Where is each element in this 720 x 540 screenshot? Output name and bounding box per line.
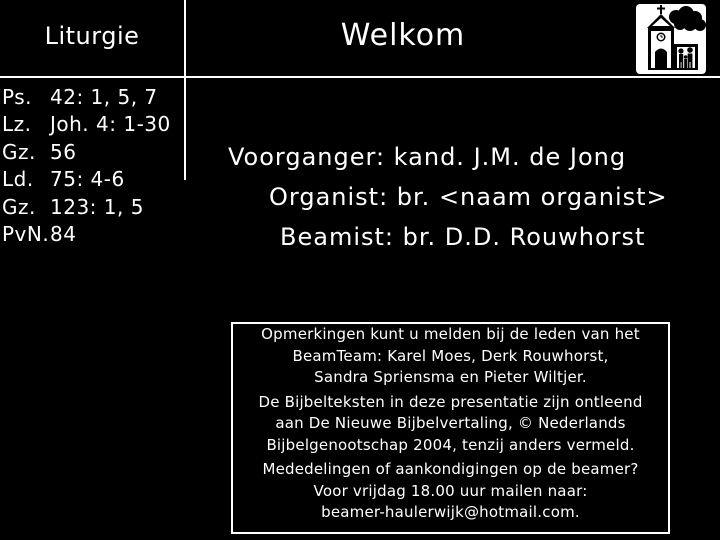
liturgy-item [2,166,186,193]
info-line: Voor vrijdag 18.00 uur mailen naar: [313,481,588,500]
page-title: Welkom [340,18,466,53]
info-line: Mededelingen of aankondigingen op de beamer? [262,460,639,478]
liturgy-reference: 75: 4-6 [50,167,125,192]
liturgy-reference: 56 [50,139,77,164]
church-family-icon-graphic [636,4,706,74]
role-beamist: Beamist: br. D.D. Rouwhorst [280,223,646,251]
liturgy-reference: 42: 1, 5, 7 [50,85,158,109]
liturgy-item [2,111,186,138]
liturgy-item [2,139,186,166]
bible-source-paragraph [233,392,668,457]
liturgy-item [2,84,186,111]
info-line: Bijbelgenootschap 2004, tenzij anders vermeld. [266,435,635,454]
liturgy-list [2,84,186,248]
liturgy-item [2,194,186,221]
liturgy-item [2,221,186,248]
role-preacher: Voorganger: kand. J.M. de Jong [228,143,627,171]
horizontal-divider [0,76,720,78]
liturgy-reference: 84 [50,221,77,246]
liturgy-reference: 123: 1, 5 [50,194,144,219]
church-family-icon [636,4,706,74]
info-box [231,322,670,534]
liturgy-abbreviation: Lz. [2,112,32,137]
liturgy-reference: Joh. 4: 1-30 [50,112,171,137]
liturgy-abbreviation: Ld. [2,167,34,192]
email-address: beamer-haulerwijk@hotmail.com. [321,503,580,521]
info-line: Opmerkingen kunt u melden bij de leden van het [261,325,640,343]
info-line: BeamTeam: Karel Moes, Derk Rouwhorst, [292,346,609,365]
role-organist: Organist: br. <naam organist> [269,183,668,211]
info-line: De Bijbelteksten in deze presentatie zijn ontleend [258,392,643,411]
info-line: Sandra Spriensma en Pieter Wiltjer. [314,368,587,386]
liturgy-abbreviation: Gz. [2,139,36,164]
liturgy-title: Liturgie [44,22,140,50]
liturgy-abbreviation: Ps. [2,85,32,109]
feedback-paragraph [233,324,668,389]
announcements-paragraph [233,459,668,524]
liturgy-abbreviation: PvN. [2,221,50,246]
liturgy-abbreviation: Gz. [2,194,36,219]
info-line: aan De Nieuwe Bijbelvertaling, © Nederlands [275,414,626,432]
